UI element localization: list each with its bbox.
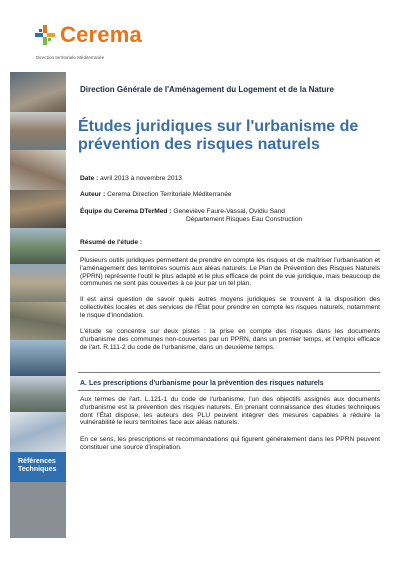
- cerema-star-icon: [34, 24, 56, 46]
- logo-subtitle: Direction territoriale Méditerranée: [36, 55, 105, 60]
- photo-cliff: [10, 190, 66, 228]
- photo-coast: [10, 340, 66, 376]
- team-department: Département Risques Eau Construction: [186, 216, 303, 223]
- section-a-paragraph-1: Aux termes de l'art. L.121-1 du code de l'urbanisme, l'un des objectifs assignés aux documents d'urbanisme est la prévention des risques naturels. En prenant connaissance des études techniques dont l'État dispose, les auteurs des PLU peuvent intégrer des mesures capables à réduire la vulnérabilité le leurs territoires face aux aléas naturels.: [80, 396, 380, 427]
- date-label: Date :: [80, 175, 99, 182]
- team-value: Geneviève Faure-Vassal, Ovidiu Sand: [171, 208, 285, 215]
- author-line: [80, 191, 232, 199]
- photo-flood-street: [10, 112, 66, 150]
- photo-landslide: [10, 72, 66, 112]
- summary-rule: [78, 250, 380, 251]
- summary-heading: Résumé de l'étude :: [80, 239, 143, 246]
- photo-debris: [10, 150, 66, 190]
- author-value: Cerema Direction Territoriale Méditerranée: [105, 191, 232, 198]
- team-label: Équipe du Cerema DTerMed :: [80, 208, 172, 215]
- page-title: Études juridiques sur l'urbanisme de prévention des risques naturels: [78, 118, 359, 153]
- direction-heading: Direction Générale de l'Aménagement du Logement et de la Nature: [80, 85, 334, 94]
- badge-line-2: Techniques: [18, 466, 57, 473]
- section-a-heading: A. Les prescriptions d'urbanisme pour la prévention des risques naturels: [80, 380, 324, 387]
- summary-paragraph-1: Plusieurs outils juridiques permettent de prendre en compte les risques et de maîtriser l'urbanisation et l'aménagement des territoires soumis aux aléas naturels. Le Plan de Prévention des Risques Naturels (PPRN) représente l'outil le plus adapté et le plus efficace de point de vue juridique, mais beaucoup de communes ne sont pas couvertes à ce jour par un tel plan.: [80, 257, 380, 288]
- author-label: Auteur :: [80, 191, 106, 198]
- photo-map: [10, 412, 66, 452]
- section-rule-bottom: [78, 390, 380, 391]
- photo-mountain-town: [10, 376, 66, 412]
- summary-paragraph-2: Il est ainsi question de savoir quels autres moyens juridiques se trouvent à la disposition des collectivités locales et des services de l'État pour prendre en compte les risques naturels, notamment le risque d'inondation.: [80, 296, 380, 319]
- photo-river: [10, 228, 66, 264]
- references-techniques-badge: [10, 452, 66, 482]
- date-value: avril 2013 à novembre 2013: [98, 175, 182, 182]
- badge-line-1: Références: [18, 458, 56, 465]
- photo-flooded-houses: [10, 264, 66, 302]
- date-line: [80, 175, 182, 183]
- section-rule-top: [78, 372, 380, 373]
- photo-aerial-flood: [10, 302, 66, 340]
- team-line: [80, 208, 285, 216]
- logo-wordmark: Cerema: [60, 22, 142, 47]
- section-a-paragraph-2: En ce sens, les prescriptions et recommandations qui figurent généralement dans les PPRN peuvent constituer une source d'inspiration.: [80, 436, 380, 451]
- cerema-logo: [34, 22, 142, 48]
- summary-paragraph-3: L'étude se concentre sur deux pistes : la prise en compte des risques dans les documents d'urbanisme des communes non-couvertes par un PPRN, dans un premier temps, et l'emploi efficace de l'art. R.111-2 du code de l'urbanisme, dans un deuxième temps.: [80, 328, 380, 351]
